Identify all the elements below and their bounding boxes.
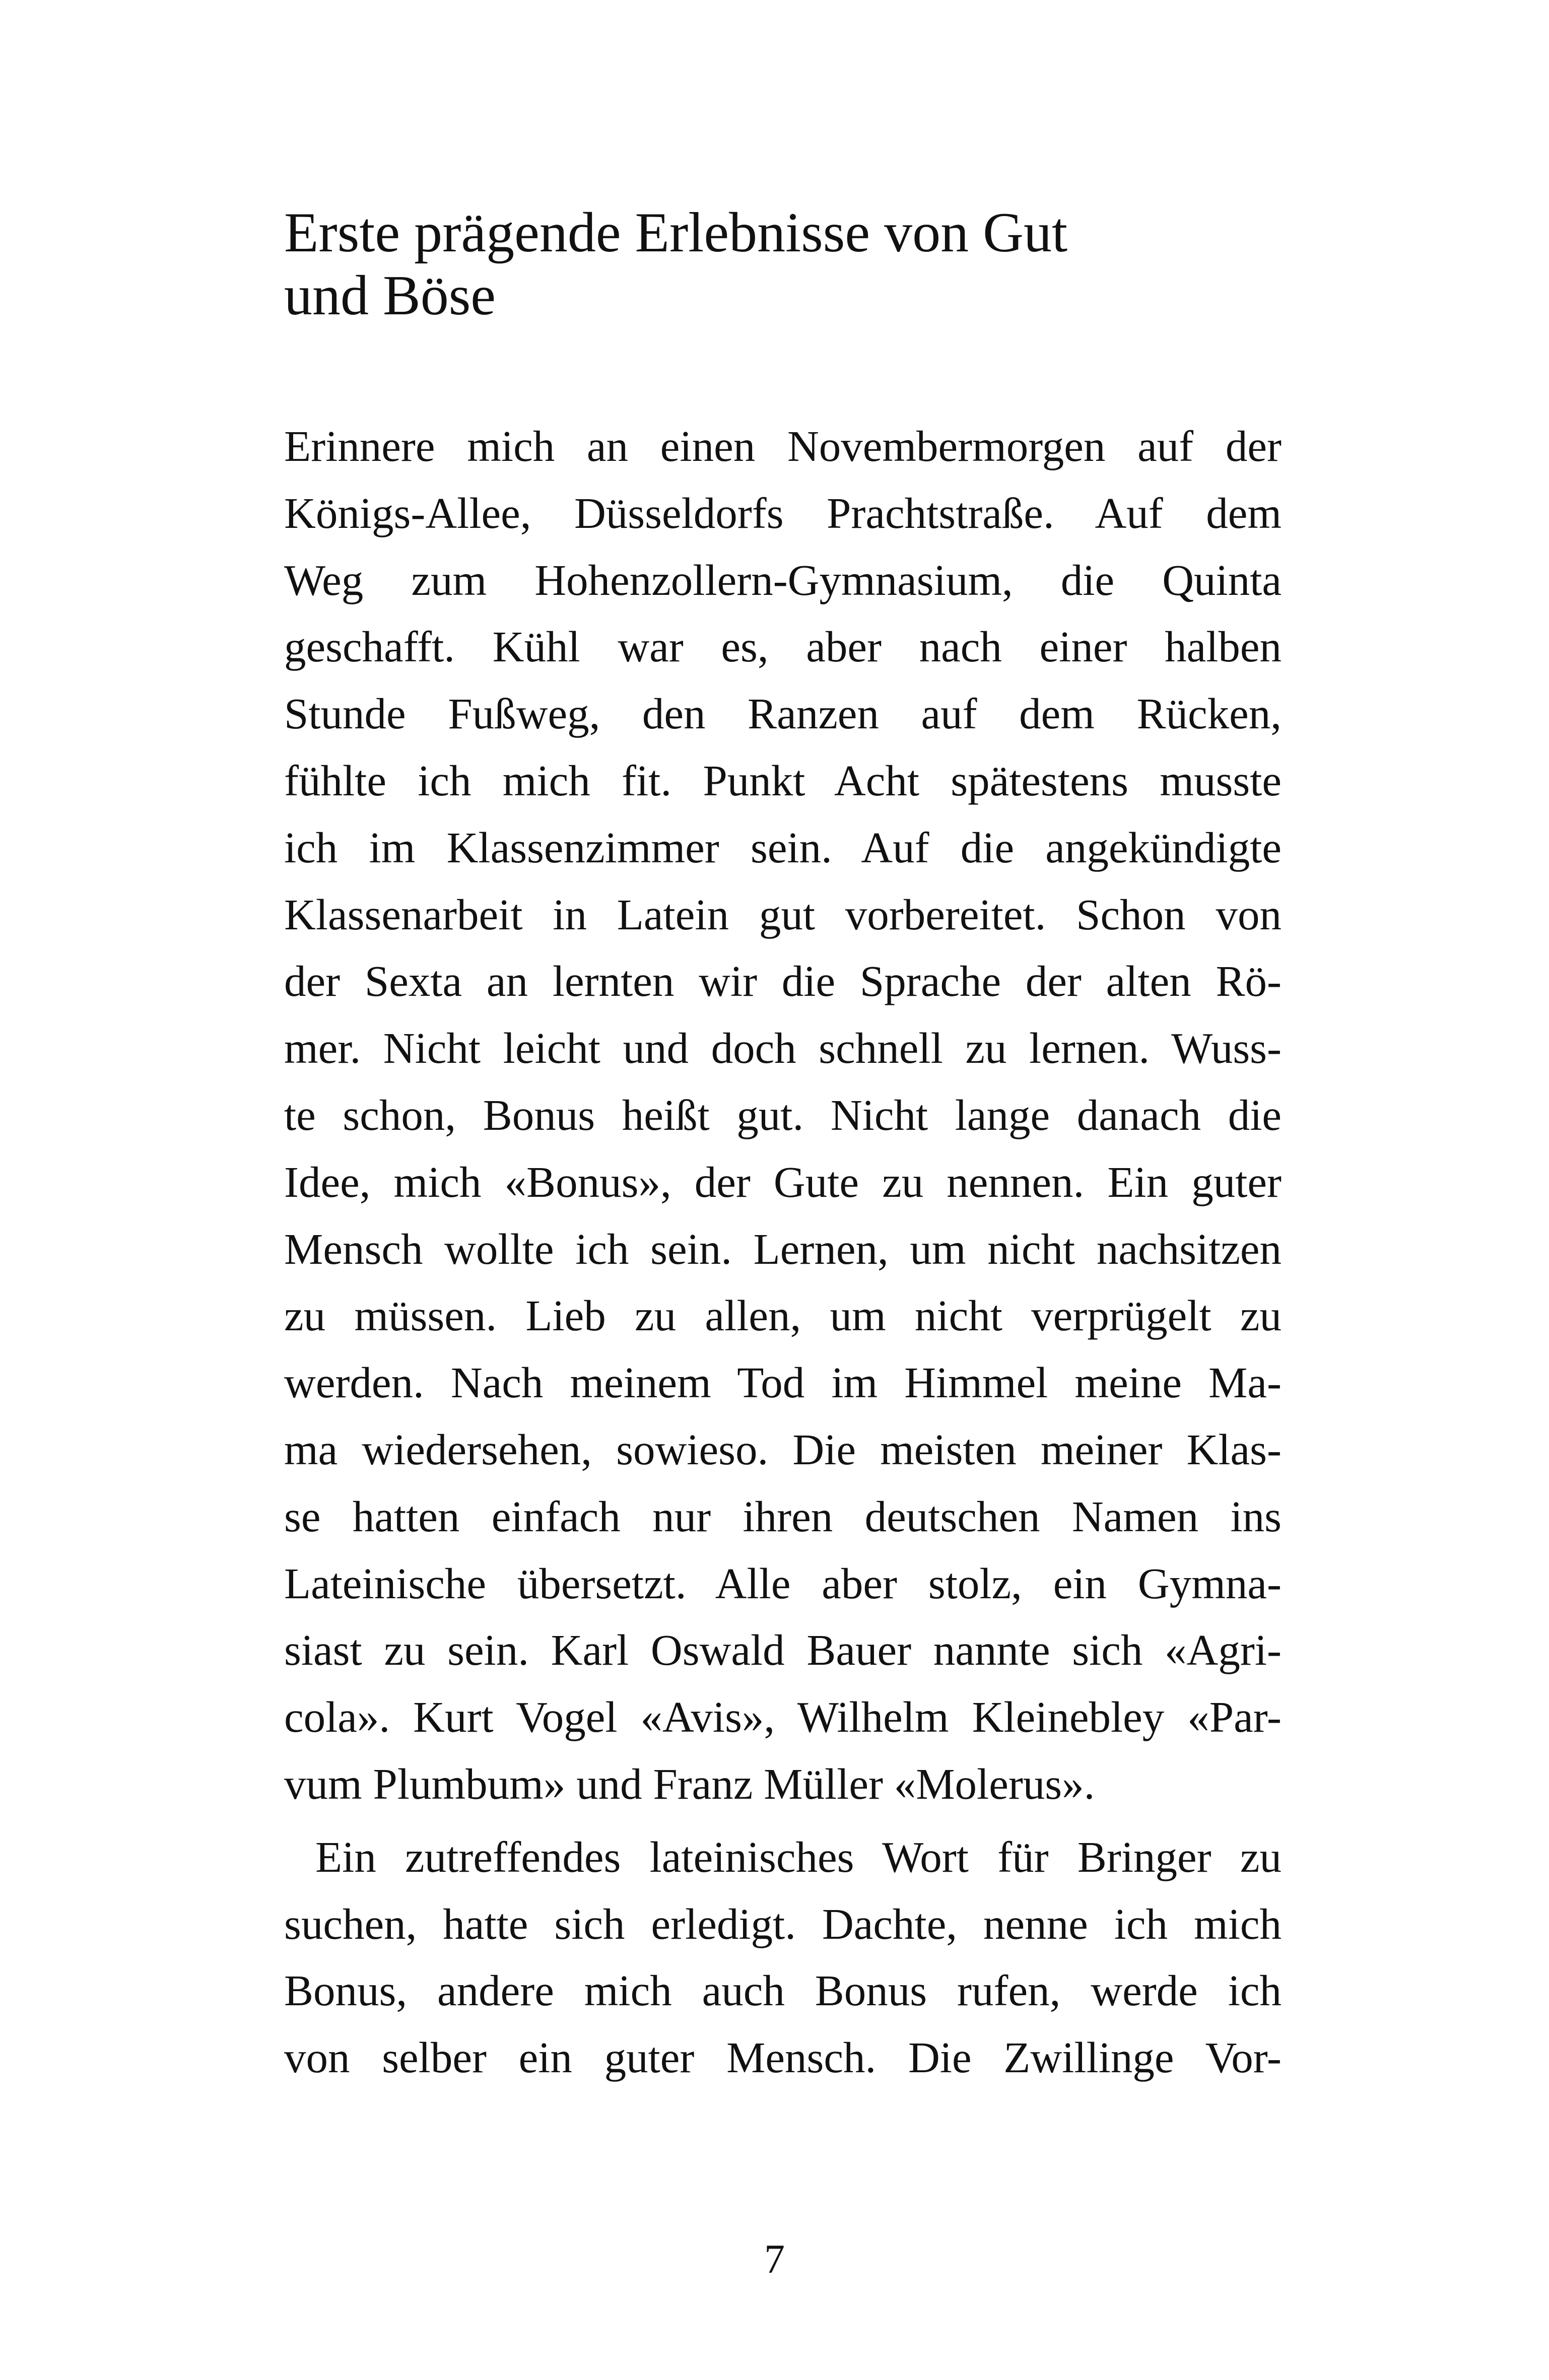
chapter-title-line: Erste prägende Erlebnisse von Gut: [284, 201, 1068, 264]
text-line: siast zu sein. Karl Oswald Bauer nannte sich «Agri-: [284, 1625, 1282, 1675]
text-line: Klassenarbeit in Latein gut vorbereitet. Schon von: [284, 890, 1282, 939]
text-line: mer. Nicht leicht und doch schnell zu lernen. Wuss-: [284, 1024, 1282, 1073]
text-line: suchen, hatte sich erledigt. Dachte, nenne ich mich: [284, 1899, 1282, 1948]
paragraph: [284, 413, 1282, 1818]
text-line: Weg zum Hohenzollern-Gymnasium, die Quinta: [284, 555, 1282, 604]
text-line: se hatten einfach nur ihren deutschen Namen ins: [284, 1491, 1282, 1541]
text-line: der Sexta an lernten wir die Sprache der alten Rö-: [284, 957, 1282, 1006]
text-line: werden. Nach meinem Tod im Himmel meine Ma-: [284, 1358, 1282, 1407]
paragraph: [284, 1824, 1282, 2091]
text-line: geschafft. Kühl war es, aber nach einer halben: [284, 622, 1282, 671]
text-line: Bonus, andere mich auch Bonus rufen, werde ich: [284, 1966, 1282, 2015]
page-number: 7: [764, 2236, 785, 2282]
text-line: ma wiedersehen, sowieso. Die meisten meiner Klas-: [284, 1424, 1282, 1474]
text-line: Idee, mich «Bonus», der Gute zu nennen. Ein guter: [284, 1157, 1282, 1206]
text-line: Erinnere mich an einen Novembermorgen auf der: [284, 422, 1282, 470]
text-line: Ein zutreffendes lateinisches Wort für Bringer zu: [315, 1832, 1282, 1881]
text-line: Mensch wollte ich sein. Lernen, um nicht nachsitzen: [284, 1224, 1282, 1273]
text-line: von selber ein guter Mensch. Die Zwillinge Vor-: [284, 2033, 1282, 2082]
text-line: Lateinische übersetzt. Alle aber stolz, ein Gymna-: [284, 1558, 1282, 1608]
text-line: fühlte ich mich fit. Punkt Acht spätestens musste: [284, 756, 1282, 805]
text-line: vum Plumbum» und Franz Müller «Molerus».: [284, 1759, 1095, 1808]
paragraph-spacer: [284, 1818, 1282, 1824]
body-text: [284, 413, 1282, 2091]
text-line: Stunde Fußweg, den Ranzen auf dem Rücken,: [284, 689, 1282, 738]
text-line: te schon, Bonus heißt gut. Nicht lange danach die: [284, 1090, 1282, 1139]
text-line: Königs-Allee, Düsseldorfs Prachtstraße. Auf dem: [284, 488, 1282, 537]
text-line: cola». Kurt Vogel «Avis», Wilhelm Kleinebley «Par-: [284, 1692, 1282, 1742]
text-line: zu müssen. Lieb zu allen, um nicht verprügelt zu: [284, 1291, 1282, 1340]
text-line: ich im Klassenzimmer sein. Auf die angekündigte: [284, 823, 1282, 872]
chapter-title-line: und Böse: [284, 264, 496, 327]
chapter-title: [284, 201, 1292, 327]
